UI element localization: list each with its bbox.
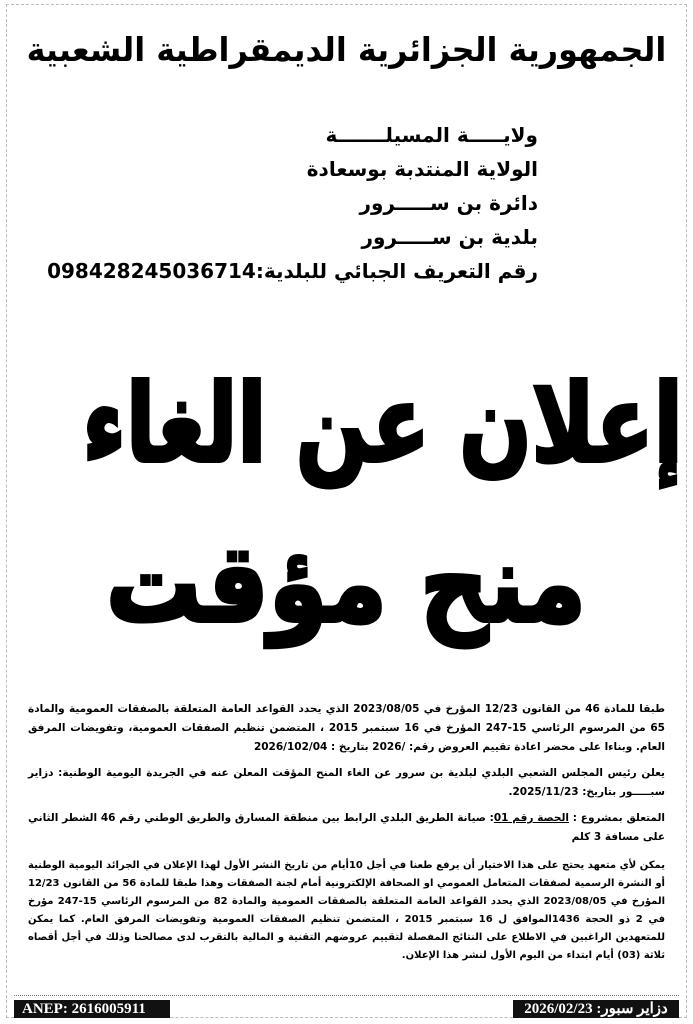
commune-line: بلدية بن ســـــرور: [361, 225, 538, 249]
headline-line-1: إعلان عن الغاء: [82, 362, 683, 487]
legal-basis-paragraph: طبقا للمادة 46 من القانون 12/23 المؤرخ في 2023/08/05 الذي يحدد القواعد العامة المتعلقة بالصفقات العمومية والمادة 65 من المرسوم الرئاسي 15-247 المؤرخ في 16 سبتمبر 2015 ، المتضمن تنظيم الصفقات العمومية، وتفويضات المرفق العام. وبناءا على محضر اعادة تقييم العروض رقم: /2026 بتاريخ : 2026/102/04: [28, 703, 665, 753]
lot-number: الحصة رقم 01: [493, 812, 570, 824]
wilaya-line: ولايـــــة المسيلـــــــة: [325, 123, 538, 147]
republic-title: الجمهورية الجزائرية الديمقراطية الشعبية: [26, 30, 667, 69]
headline-container-2: [0, 520, 693, 650]
headline-container-1: [0, 360, 693, 490]
announcement-paragraph: يعلن رئيس المجلس الشعبي البلدي لبلدية بن سرور عن الغاء المنح المؤقت المعلن عنه في الجريدة اليومية الوطنية: دزاير سبـــــور بتاريخ: 2025/11/23.: [28, 767, 665, 798]
delegated-wilaya-line: الولاية المنتدبة بوسعادة: [306, 157, 538, 181]
project-description: : صيانة الطريق البلدي الرابط بين منطقة المسارق والطريق الوطني رقم 46 الشطر الثاني على مسافة 3 كلم: [28, 812, 665, 843]
appeal-paragraph: يمكن لأي متعهد يحتج على هذا الاختيار أن يرفع طعنا في أجل 10أيام من تاريخ النشر الأول لهذا الإعلان في الجرائد اليومية الوطنية أو النشرة الرسمية لصفقات المتعامل العمومي او الصحافة الإلكترونية أمام لجنة الصفقات وهذا طبقا للمادة 56 من القانون 12/23 المؤرخ في 2023/08/05 الذي يحدد القواعد العامة المتعلقة بالصفقات العمومية والمادة 82 من المرسوم الرئاسي 15-247 مؤرخ في 2 ذو الحجة 1436الموافق ل 16 سبتمبر 2015 ، المتضمن تنظيم الصفقات العمومية وتفويضات المرفق العام. كما يمكن للمتعهدين الراغبين في الاطلاع على النتائج المفصلة لتقييم عروضهم التقنية و المالية بالتقرب لدى مصالحنا وذلك في أجل أقصاه ثلاثة (03) أيام ابتداء من اليوم الأول لنشر هذا الإعلان.: [28, 860, 666, 961]
project-prefix: المتعلق بمشروع :: [569, 812, 665, 824]
footer-divider: [14, 995, 679, 996]
project-paragraph: [28, 809, 665, 847]
headline-line-2: منح مؤقت: [106, 522, 587, 647]
publication-date: دزاير سبور: 2026/02/23: [513, 1000, 679, 1018]
body-text: [28, 700, 665, 990]
title-container: [0, 30, 693, 70]
issuer-block: [47, 118, 538, 288]
anep-reference: ANEP: 2616005911: [14, 1000, 170, 1018]
tax-id-line: رقم التعريف الجبائي للبلدية:098428245036714: [47, 259, 538, 283]
daira-line: دائرة بن ســـــرور: [359, 191, 538, 215]
